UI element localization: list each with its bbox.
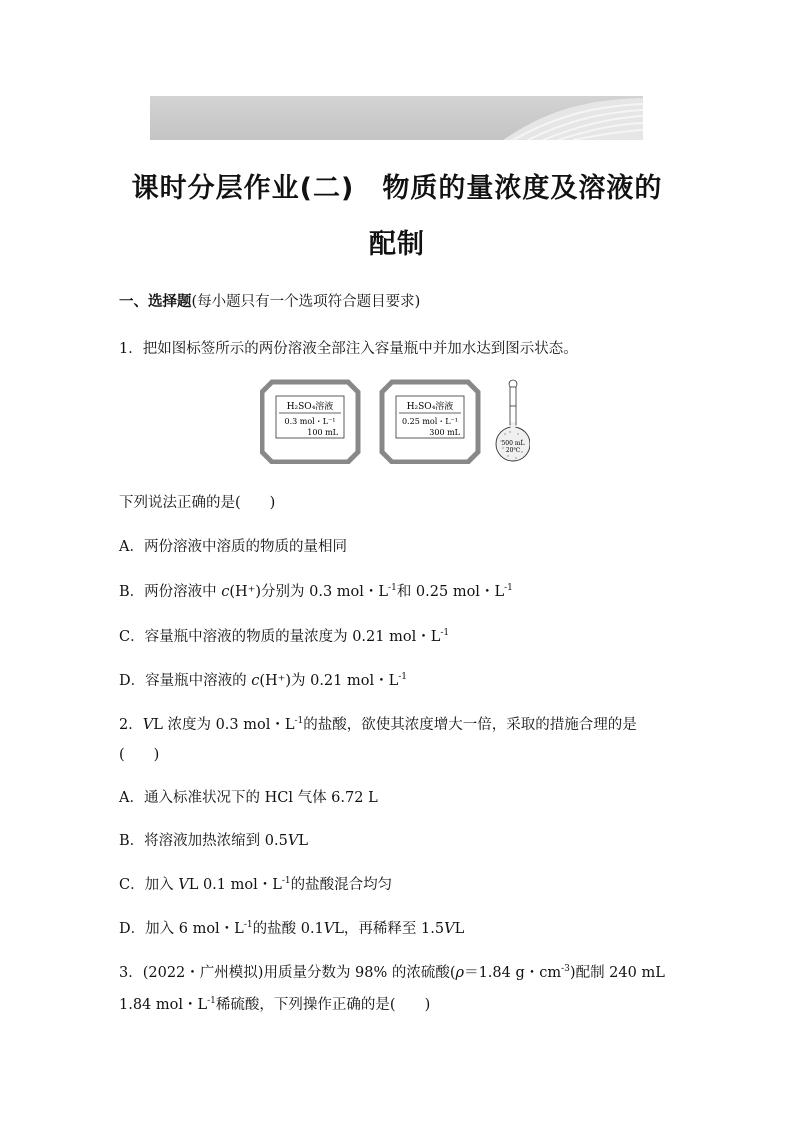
page-title-line2: 配制 (369, 229, 425, 260)
label2-volume: 300 mL (429, 428, 460, 437)
volumetric-flask-icon (496, 380, 530, 461)
q3-stem-line2: 1.84 mol・$L^{-1}$稀硫酸，下列操作正确的是( ) (119, 996, 431, 1013)
page-title-line1: 课时分层作业(二) 物质的量浓度及溶液的 (131, 173, 663, 204)
flask-temperature: 20℃ (505, 447, 521, 454)
q2-option-b: B．将溶液加热浓缩到 0.5VL (119, 833, 308, 849)
label2-plaque (382, 382, 478, 462)
q1-figure (260, 378, 530, 464)
q1-option-d: D．容量瓶中溶液的 c(H⁺)为 0.21 mol・$L^{-1}$ (119, 672, 408, 689)
q2-option-a: A．通入标准状况下的 HCl 气体 6.72 L (119, 790, 378, 806)
label1-name: H₂SO₄溶液 (286, 402, 334, 412)
q1-option-c: C．容量瓶中溶液的物质的量浓度为 0.21 mol・$L^{-1}$ (119, 628, 450, 645)
q1-ask: 下列说法正确的是( ) (119, 495, 276, 511)
label1-volume: 100 mL (307, 428, 338, 437)
section-heading-text: 一、选择题 (119, 293, 192, 310)
q3-stem-line1: 3．(2022・广州模拟)用质量分数为 98% 的浓硫酸(ρ＝1.84 g・$cm^{-3}$)配制 240 mL (119, 964, 665, 981)
label2-conc: 0.25 mol・L⁻¹ (401, 417, 459, 426)
q2-stem-line1: 2．VL 浓度为 0.3 mol・$L^{-1}$的盐酸，欲使其浓度增大一倍，采取的措施合理的是 (119, 716, 637, 733)
label1-conc: 0.3 mol・L⁻¹ (284, 417, 336, 426)
label2-name: H₂SO₄溶液 (406, 402, 454, 412)
q1-option-b: B．两份溶液中 c(H⁺)分别为 0.3 mol・$L^{-1}$和 0.25 mol・$L^{-1}$ (119, 583, 513, 600)
section-note: (每小题只有一个选项符合题目要求) (191, 294, 421, 310)
label1-plaque (262, 382, 358, 462)
q2-option-c: C．加入 VL 0.1 mol・$L^{-1}$的盐酸混合均匀 (119, 876, 393, 893)
flask-volume: 500 mL (501, 440, 525, 447)
section-heading (119, 290, 420, 311)
banner-swirl-decoration (493, 96, 643, 140)
q2-stem-line2: ( ) (119, 747, 160, 763)
header-banner (150, 96, 643, 140)
q1-stem: 1．把如图标签所示的两份溶液全部注入容量瓶中并加水达到图示状态。 (119, 341, 578, 357)
q1-option-a: A．两份溶液中溶质的物质的量相同 (119, 539, 347, 555)
q2-option-d: D．加入 6 mol・$L^{-1}$的盐酸 0.1VL，再稀释至 1.5VL (119, 920, 465, 937)
